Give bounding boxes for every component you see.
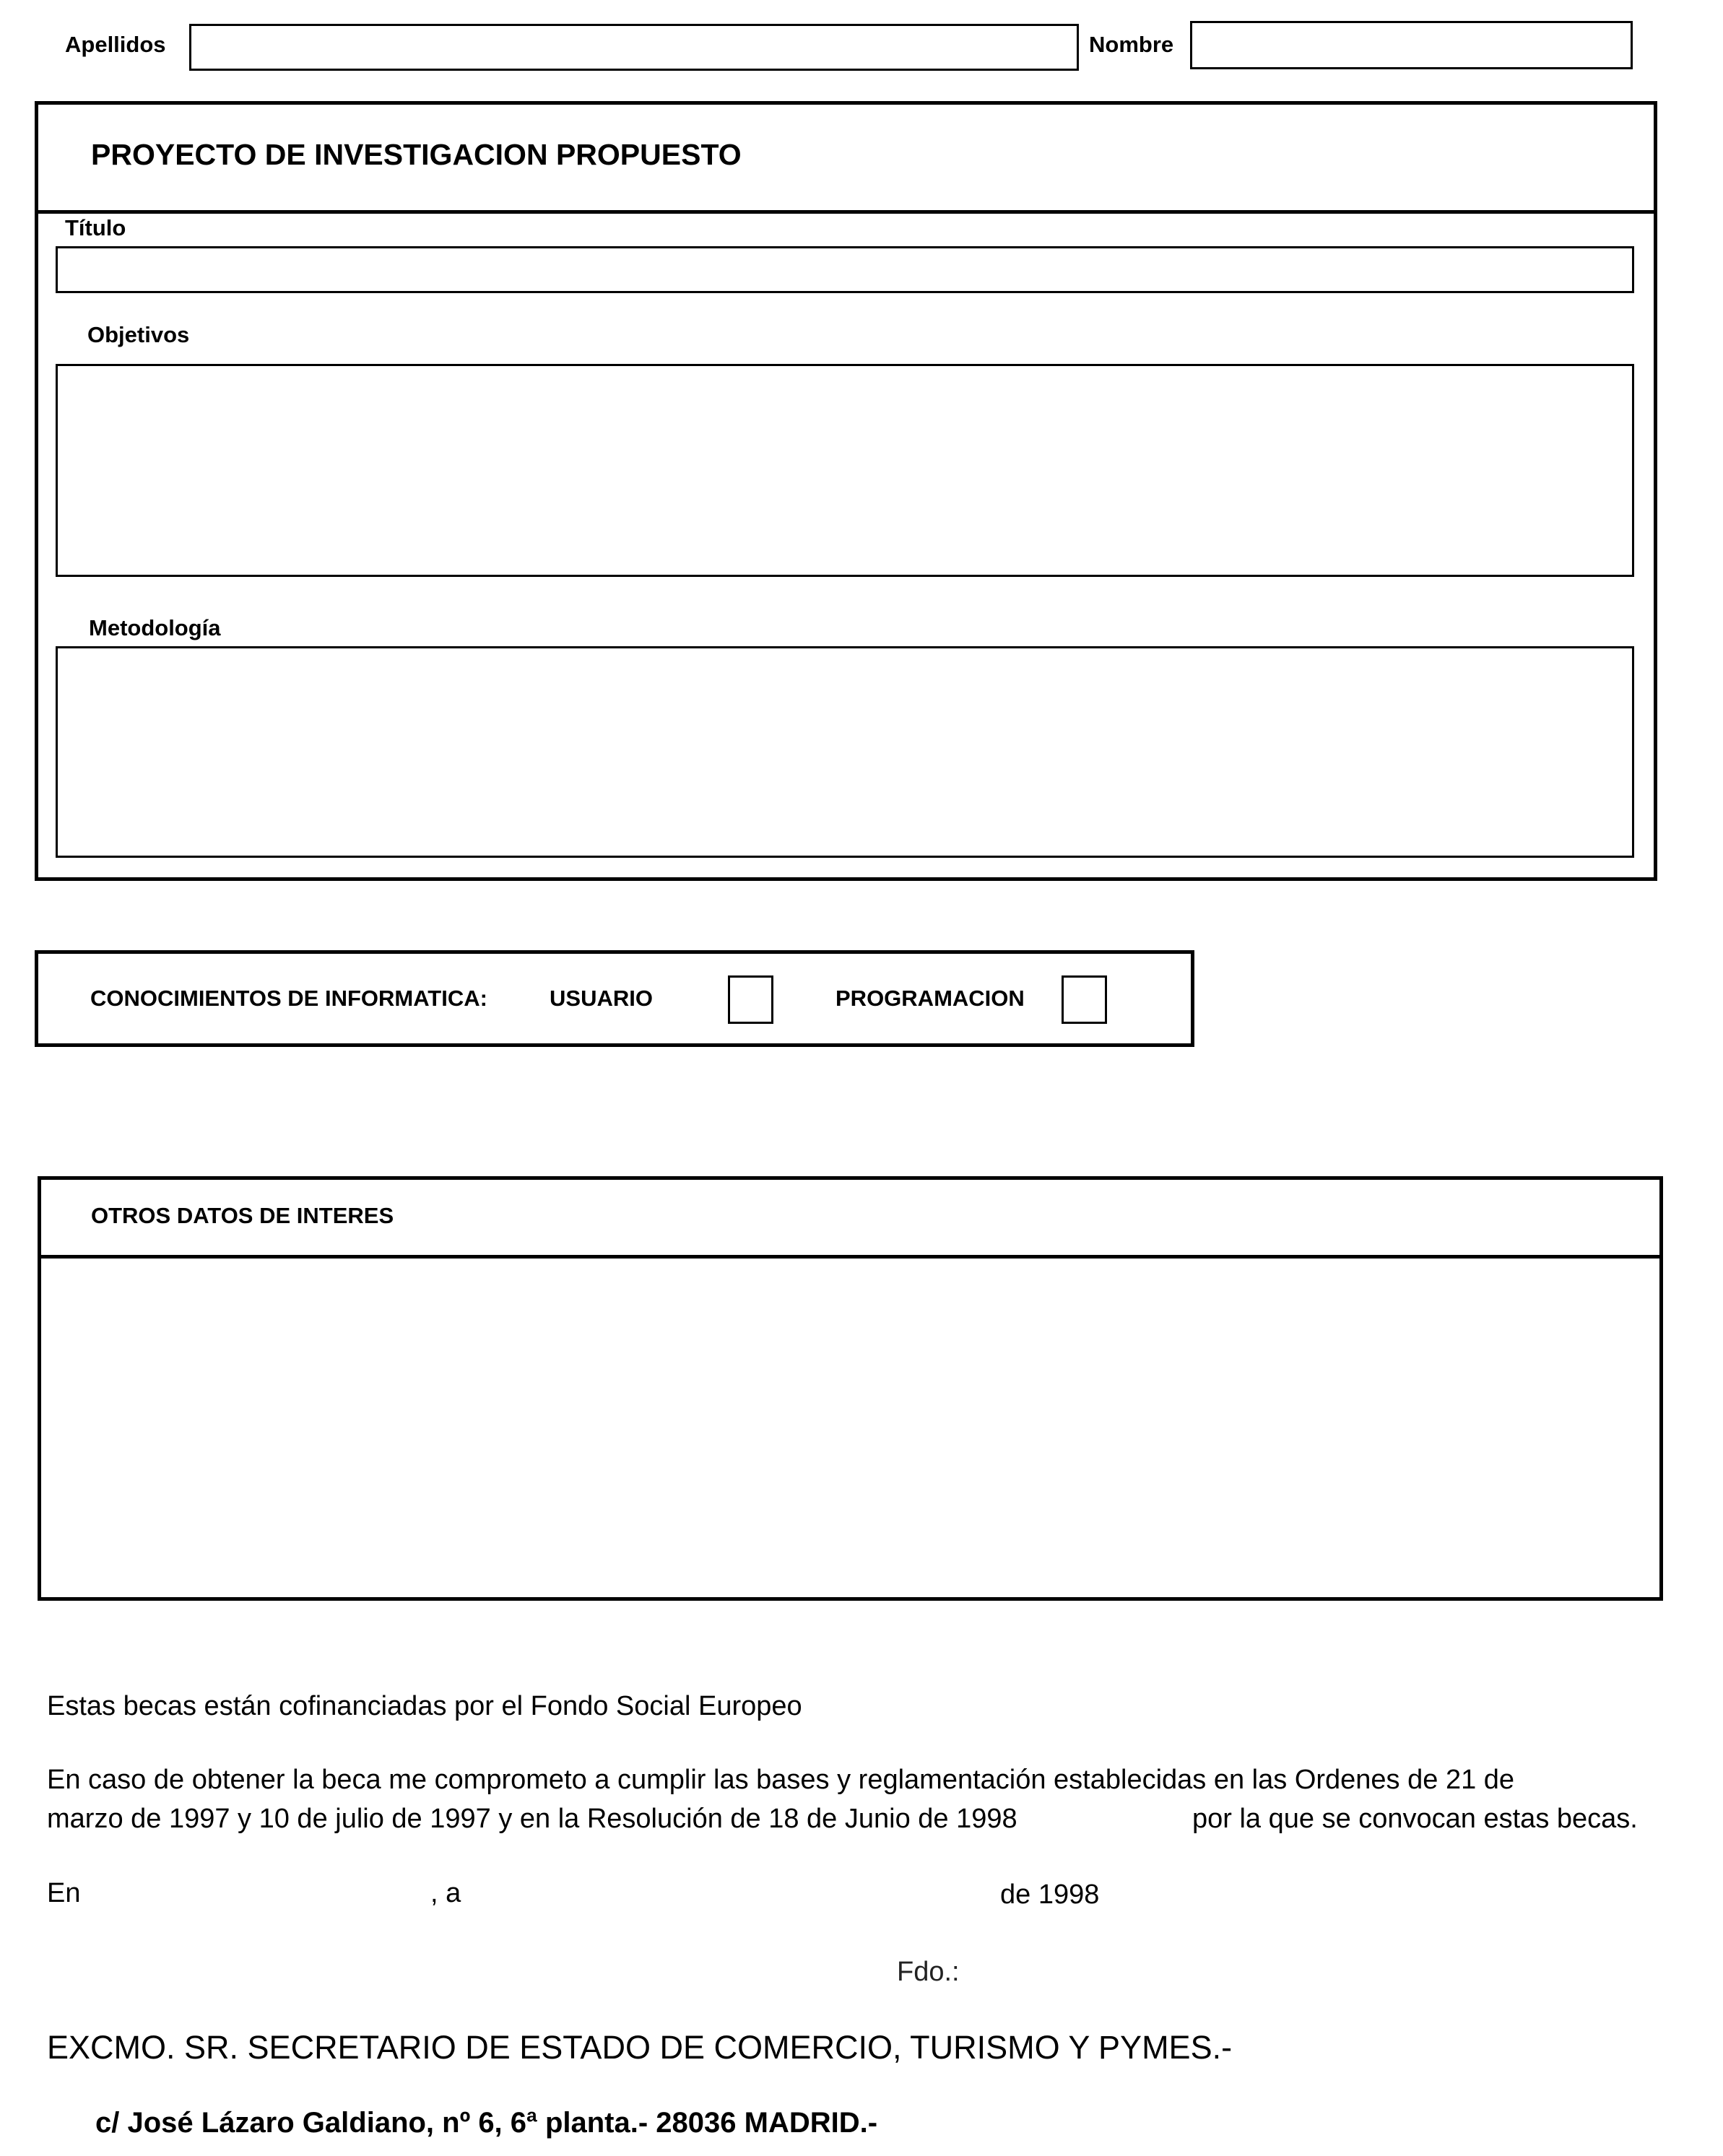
- metodologia-label: Metodología: [89, 615, 221, 640]
- name-field[interactable]: [1190, 21, 1633, 69]
- address: c/ José Lázaro Galdiano, nº 6, 6ª planta.- 28036 MADRID.-: [95, 2107, 878, 2139]
- signature-label: Fdo.:: [897, 1957, 960, 1987]
- titulo-label: Título: [65, 215, 126, 240]
- year-suffix: de 1998: [1000, 1879, 1100, 1910]
- funding-note: Estas becas están cofinanciadas por el Fondo Social Europeo: [47, 1691, 802, 1721]
- surname-label: Apellidos: [65, 32, 166, 57]
- section-divider: [38, 210, 1654, 214]
- addressee: EXCMO. SR. SECRETARIO DE ESTADO DE COMERCIO, TURISMO Y PYMES.-: [47, 2029, 1233, 2066]
- surname-field[interactable]: [189, 24, 1079, 71]
- other-data-title: OTROS DATOS DE INTERES: [91, 1203, 394, 1228]
- titulo-field[interactable]: [56, 246, 1634, 293]
- commitment-line-1: En caso de obtener la beca me comprometo a cumplir las bases y reglamentación establecidas en las Ordenes de 21 de: [47, 1765, 1515, 1795]
- project-title: PROYECTO DE INVESTIGACION PROPUESTO: [91, 138, 742, 171]
- computing-label: CONOCIMIENTOS DE INFORMATICA:: [90, 986, 487, 1011]
- commitment-line-2-end: por la que se convocan estas becas.: [1192, 1804, 1638, 1834]
- objetivos-field[interactable]: [56, 364, 1634, 577]
- section-divider: [41, 1255, 1659, 1259]
- programacion-checkbox[interactable]: [1062, 975, 1107, 1024]
- objetivos-label: Objetivos: [87, 322, 190, 347]
- metodologia-field[interactable]: [56, 646, 1634, 858]
- usuario-label: USUARIO: [550, 986, 653, 1011]
- date-separator: , a: [430, 1878, 461, 1908]
- programacion-label: PROGRAMACION: [836, 986, 1025, 1011]
- other-data-field[interactable]: [43, 1260, 1657, 1596]
- commitment-line-2: marzo de 1997 y 10 de julio de 1997 y en la Resolución de 18 de Junio de 1998: [47, 1804, 1017, 1834]
- usuario-checkbox[interactable]: [728, 975, 773, 1024]
- place-prefix: En: [47, 1878, 81, 1908]
- name-label: Nombre: [1089, 32, 1174, 57]
